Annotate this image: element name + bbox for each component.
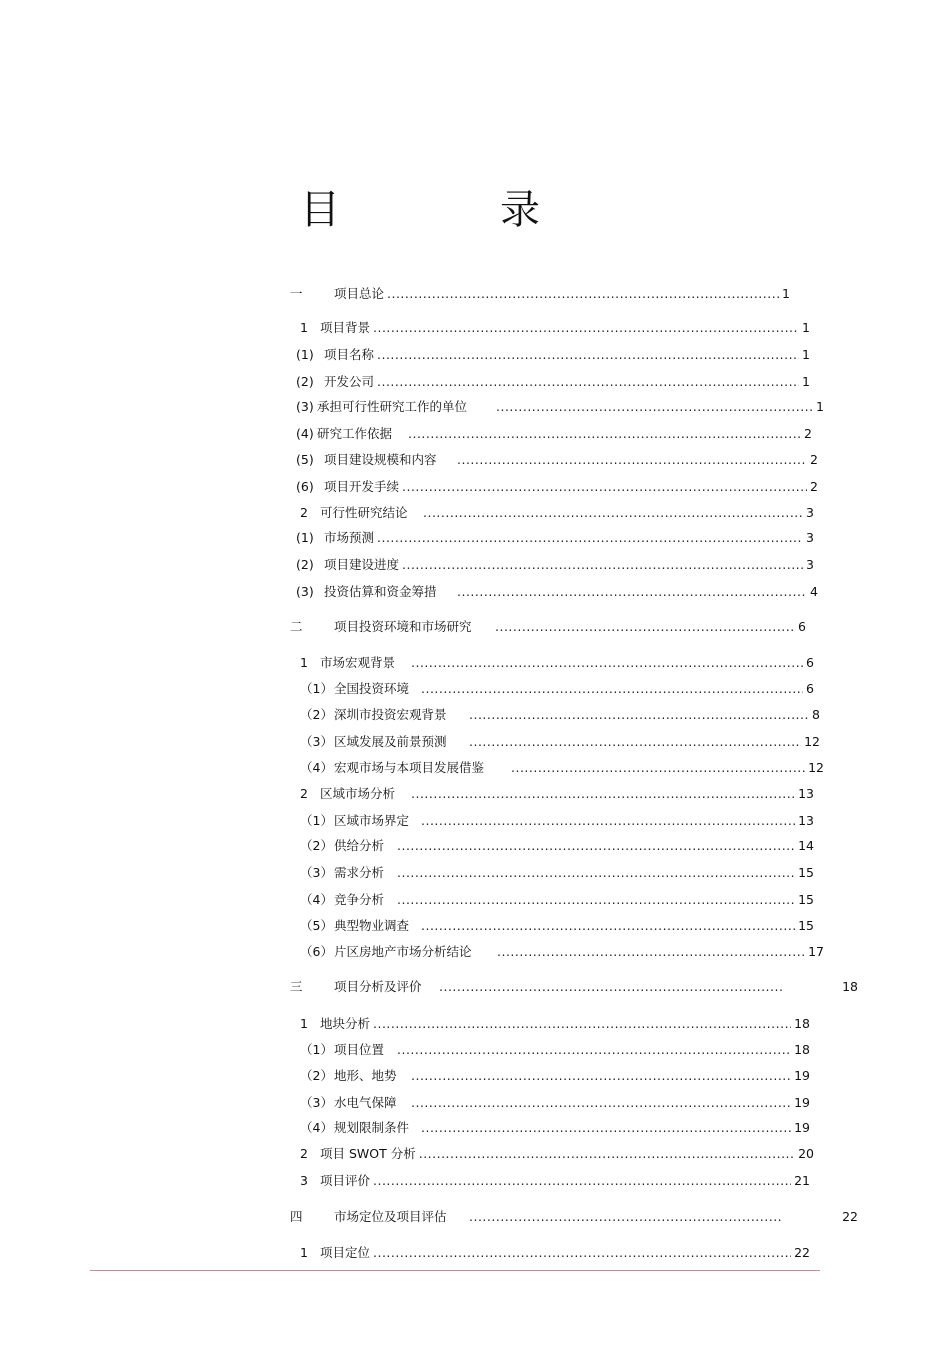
toc-label: 规划限制条件: [334, 1120, 410, 1135]
toc-number: （2）: [300, 1068, 333, 1083]
toc-number: (3): [296, 584, 314, 599]
toc-entry[interactable]: [300, 1146, 814, 1162]
toc-label: 项目建设进度: [324, 557, 400, 572]
toc-entry[interactable]: [290, 979, 858, 995]
toc-number: （4）: [300, 760, 333, 775]
toc-number: （6）: [300, 944, 333, 959]
toc-entry[interactable]: [300, 813, 814, 829]
toc-label: 宏观市场与本项目发展借鉴: [334, 760, 485, 775]
toc-number: 二: [290, 619, 303, 634]
toc-entry[interactable]: [300, 1016, 810, 1032]
toc-page: 22: [842, 1209, 858, 1224]
toc-page: 15: [798, 865, 814, 880]
toc-entry[interactable]: [300, 1120, 810, 1136]
toc-entry[interactable]: [300, 707, 820, 723]
toc-page: 3: [806, 557, 814, 572]
toc-entry[interactable]: [296, 452, 818, 468]
toc-label: 项目 SWOT 分析: [320, 1146, 416, 1161]
toc-label: 开发公司: [324, 374, 375, 389]
toc-entry[interactable]: [300, 320, 810, 336]
toc-entry[interactable]: [300, 865, 814, 881]
toc-label: 供给分析: [334, 838, 385, 853]
toc-label: 市场定位及项目评估: [334, 1209, 447, 1224]
toc-entry[interactable]: [300, 786, 814, 802]
toc-page: 2: [810, 452, 818, 467]
toc-entry[interactable]: [296, 479, 818, 495]
toc-entry[interactable]: [300, 1068, 810, 1084]
toc-page: 12: [808, 760, 824, 775]
toc-number: (5): [296, 452, 314, 467]
toc-number: （2）: [300, 707, 333, 722]
toc-entry[interactable]: [300, 1173, 810, 1189]
toc-page: 8: [812, 707, 820, 722]
toc-page: 19: [794, 1120, 810, 1135]
toc-page: 6: [806, 681, 814, 696]
toc-number: (1): [296, 530, 314, 545]
toc-number: 3: [300, 1173, 308, 1188]
toc-entry[interactable]: [300, 1095, 810, 1111]
toc-entry[interactable]: [300, 681, 814, 697]
toc-entry[interactable]: [300, 892, 814, 908]
toc-number: 一: [290, 286, 303, 301]
toc-page: 4: [810, 584, 818, 599]
toc-label: 片区房地产市场分析结论: [334, 944, 472, 959]
toc-page: 20: [798, 1146, 814, 1161]
toc-number: （4）: [300, 892, 333, 907]
toc-label: 承担可行性研究工作的单位: [317, 399, 468, 414]
toc-label: 投资估算和资金筹措: [324, 584, 437, 599]
page-title: 目 录: [300, 187, 600, 233]
toc-label: 地形、地势: [334, 1068, 397, 1083]
footer-divider: [90, 1270, 820, 1271]
toc-entry[interactable]: [300, 918, 814, 934]
toc-page: 17: [808, 944, 824, 959]
toc-page: 15: [798, 892, 814, 907]
toc-entry[interactable]: [300, 944, 824, 960]
toc-label: 项目名称: [324, 347, 375, 362]
toc-entry[interactable]: [290, 1209, 858, 1225]
toc-label: 项目评价: [320, 1173, 371, 1188]
toc-page: 1: [802, 347, 810, 362]
toc-page: 1: [816, 399, 824, 414]
toc-number: (6): [296, 479, 314, 494]
toc-label: 研究工作依据: [317, 426, 393, 441]
toc-entry[interactable]: [300, 760, 824, 776]
toc-page: 13: [798, 813, 814, 828]
toc-label: 项目位置: [334, 1042, 385, 1057]
toc-entry[interactable]: [290, 286, 790, 302]
toc-number: (4): [296, 426, 314, 441]
toc-page: 22: [794, 1245, 810, 1260]
toc-label: 项目总论: [334, 286, 385, 301]
toc-page: 12: [804, 734, 820, 749]
toc-page: 1: [802, 320, 810, 335]
toc-entry[interactable]: [300, 734, 820, 750]
toc-entry[interactable]: [300, 505, 814, 521]
toc-entry[interactable]: [296, 399, 824, 415]
toc-number: （2）: [300, 838, 333, 853]
toc-label: 可行性研究结论: [320, 505, 408, 520]
toc-label: 需求分析: [334, 865, 385, 880]
toc-number: 1: [300, 655, 308, 670]
toc-number: （1）: [300, 813, 333, 828]
toc-label: 项目定位: [320, 1245, 371, 1260]
toc-number: 三: [290, 979, 303, 994]
toc-page: 18: [794, 1016, 810, 1031]
toc-number: （1）: [300, 1042, 333, 1057]
toc-entry[interactable]: [296, 347, 810, 363]
toc-label: 项目建设规模和内容: [324, 452, 437, 467]
toc-entry[interactable]: [300, 1245, 810, 1261]
toc-page: 18: [794, 1042, 810, 1057]
toc-number: （3）: [300, 734, 333, 749]
toc-entry[interactable]: [296, 530, 814, 546]
toc-number: （4）: [300, 1120, 333, 1135]
toc-entry[interactable]: [296, 557, 814, 573]
toc-page: 1: [802, 374, 810, 389]
toc-page: 19: [794, 1095, 810, 1110]
toc-number: （5）: [300, 918, 333, 933]
toc-entry[interactable]: [300, 838, 814, 854]
toc-number: 2: [300, 1146, 308, 1161]
toc-entry[interactable]: [290, 619, 806, 635]
toc-page: 2: [804, 426, 812, 441]
toc-number: 1: [300, 1245, 308, 1260]
toc-label: 区域市场分析: [320, 786, 396, 801]
toc-number: 2: [300, 505, 308, 520]
toc-label: 项目分析及评价: [334, 979, 422, 994]
toc-number: (2): [296, 557, 314, 572]
toc-label: 典型物业调查: [334, 918, 410, 933]
toc-label: 区域发展及前景预测: [334, 734, 447, 749]
toc-number: （3）: [300, 865, 333, 880]
toc-page: 1: [782, 286, 790, 301]
toc-number: 1: [300, 1016, 308, 1031]
toc-label: 项目背景: [320, 320, 371, 335]
toc-entry[interactable]: [300, 1042, 810, 1058]
toc-label: 深圳市投资宏观背景: [334, 707, 447, 722]
toc-page: 21: [794, 1173, 810, 1188]
toc-number: (1): [296, 347, 314, 362]
toc-number: 2: [300, 786, 308, 801]
toc-entry[interactable]: [300, 655, 814, 671]
toc-page: 14: [798, 838, 814, 853]
toc-page: 3: [806, 505, 814, 520]
toc-number: （1）: [300, 681, 333, 696]
toc-number: 四: [290, 1209, 303, 1224]
toc-page: 19: [794, 1068, 810, 1083]
toc-label: 市场预测: [324, 530, 375, 545]
toc-page: 13: [798, 786, 814, 801]
toc-page: 6: [806, 655, 814, 670]
toc-label: 水电气保障: [334, 1095, 397, 1110]
toc-entry[interactable]: [296, 426, 812, 442]
toc-label: 全国投资环境: [334, 681, 410, 696]
toc-page: 6: [798, 619, 806, 634]
toc-number: （3）: [300, 1095, 333, 1110]
toc-number: 1: [300, 320, 308, 335]
toc-label: 地块分析: [320, 1016, 371, 1031]
toc-label: 竞争分析: [334, 892, 385, 907]
toc-page: 2: [810, 479, 818, 494]
toc-entry[interactable]: [296, 584, 818, 600]
toc-number: (2): [296, 374, 314, 389]
toc-entry[interactable]: [296, 374, 810, 390]
toc-label: 区域市场界定: [334, 813, 410, 828]
toc-label: 项目投资环境和市场研究: [334, 619, 472, 634]
toc-page: 18: [842, 979, 858, 994]
toc-label: 项目开发手续: [324, 479, 400, 494]
toc-number: (3): [296, 399, 314, 414]
toc-page: 3: [806, 530, 814, 545]
toc-page: 15: [798, 918, 814, 933]
toc-label: 市场宏观背景: [320, 655, 396, 670]
